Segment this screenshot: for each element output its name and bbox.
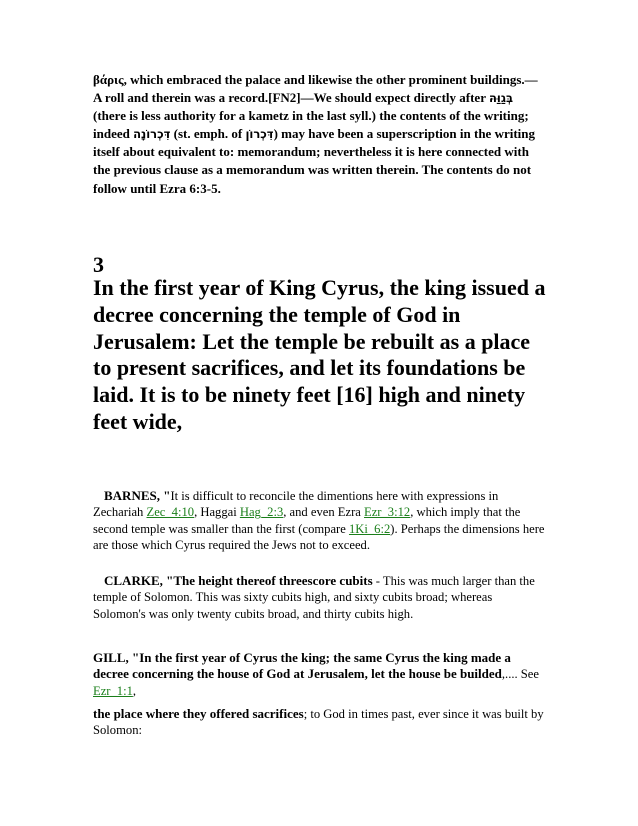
gill-commentary bbox=[93, 650, 545, 699]
intro-text-1: , which embraced the palace and likewise the other prominent buildings.—A roll and therein was a record.[FN2]—We should expect directly after bbox=[93, 72, 538, 106]
greek-word: βάρις bbox=[93, 72, 124, 87]
link-1ki-6-2[interactable]: 1Ki_6:2 bbox=[348, 521, 391, 536]
hebrew-word-1: בְּגַוַּהּ bbox=[488, 91, 513, 106]
link-hag-2-3[interactable]: Hag_2:3 bbox=[239, 505, 284, 520]
verse-text: In the first year of King Cyrus, the king issued a decree concerning the temple of God in Jerusalem: Let the temple be rebuilt as a place to present sacrifices, and let its foundations be laid. It is to be ninety feet [16] high and ninety feet wide, bbox=[93, 275, 546, 434]
verse-number: 3 bbox=[93, 252, 104, 277]
clarke-text: - This was much larger than the temple of Solomon. This was sixty cubits high, and sixty cubits broad; whereas Solomon's was only twenty cubits broad, and thirty cubits high. bbox=[93, 574, 535, 621]
link-ezr-3-12[interactable]: Ezr_3:12 bbox=[364, 505, 411, 520]
gill-heading: In the first year of Cyrus the king; the same Cyrus the king made a decree concerning the house of God at Jerusalem, let the house be builded bbox=[93, 650, 511, 682]
gill-text-2: ; to God in times past, ever since it was built by Solomon: bbox=[93, 707, 544, 738]
link-zec-4-10[interactable]: Zec_4:10 bbox=[146, 505, 195, 520]
hebrew-word-2: דִּכְרוֹנָה bbox=[133, 127, 171, 142]
intro-paragraph bbox=[93, 71, 545, 198]
barnes-commentary bbox=[93, 488, 545, 554]
intro-text-2: (there is less authority for a kametz in the last syll.) the contents of the writing; indeed bbox=[93, 108, 529, 142]
gill-text: ,.... See bbox=[501, 667, 539, 682]
barnes-label: BARNES, " bbox=[104, 488, 171, 503]
link-ezr-1-1[interactable]: Ezr_1:1 bbox=[93, 683, 133, 698]
clarke-label: CLARKE, " bbox=[104, 573, 174, 588]
gill-commentary-continued bbox=[93, 706, 545, 739]
intro-text-4: ) may have been a superscription in the writing itself about equivalent to: memorandum; nevertheless it is here connected with the previous clause as a memorandum was written therein. The contents do not follow until Ezra 6:3-5. bbox=[93, 126, 536, 196]
intro-text-3: (st. emph. of bbox=[170, 126, 246, 142]
barnes-text-2: , Haggai bbox=[194, 505, 240, 520]
hebrew-word-3: דִּכְרוֹן bbox=[245, 127, 274, 142]
clarke-heading: The height thereof threescore cubits bbox=[173, 573, 373, 588]
gill-text-end: , bbox=[132, 683, 137, 698]
gill-heading-2: the place where they offered sacrifices bbox=[93, 706, 304, 721]
gill-label: GILL, " bbox=[93, 650, 140, 665]
barnes-text-5: ). Perhaps the dimensions here are those which Cyrus required the Jews not to exceed. bbox=[93, 521, 545, 553]
barnes-text-3: , and even Ezra bbox=[283, 505, 365, 520]
barnes-text-4: , which imply that the second temple was smaller than the first (compare bbox=[93, 505, 521, 536]
clarke-commentary bbox=[93, 573, 545, 622]
barnes-text-1: It is difficult to reconcile the dimentions here with expressions in Zechariah bbox=[93, 489, 499, 520]
